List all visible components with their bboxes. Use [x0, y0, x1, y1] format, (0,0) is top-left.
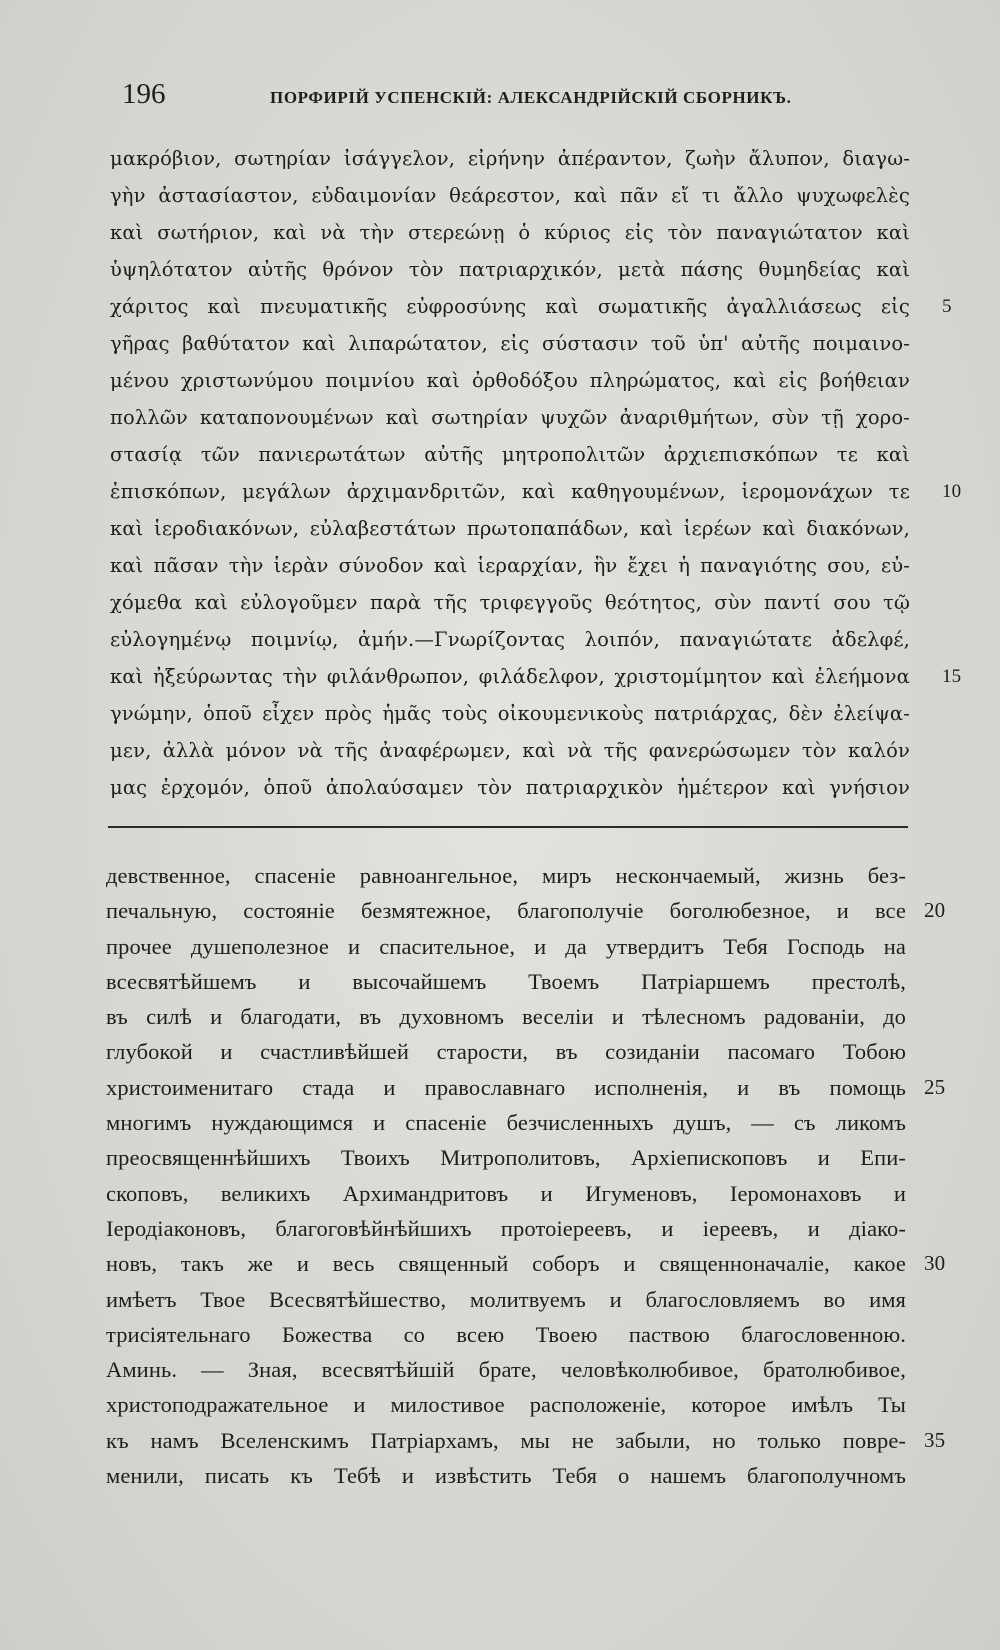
russian-text-line — [106, 964, 936, 999]
line-number: 35 — [924, 1427, 946, 1452]
russian-text-line-text: къ намъ Вселенскимъ Патріархамъ, мы не забыли, но только повре- — [106, 1427, 906, 1453]
page-header — [0, 78, 1000, 118]
greek-text-line — [110, 214, 930, 251]
greek-text-line-text: γῆρας βαθύτατον καὶ λιπαρώτατον, εἰς σύστασιν τοῦ ὑπ' αὐτῆς ποιμαινο- — [110, 332, 910, 355]
greek-text-line — [110, 251, 930, 288]
russian-text-line — [106, 999, 936, 1034]
russian-text-line-text: менили, писать къ Тебѣ и извѣстить Тебя о нашемъ благополучномъ — [106, 1463, 906, 1489]
greek-text-line-text: καὶ ἠξεύρωντας τὴν φιλάνθρωπον, φιλάδελφον, χριστομίμητον καὶ ἐλεήμονα — [110, 665, 910, 688]
greek-text-line — [110, 547, 930, 584]
russian-text-line-text: Іеродіаконовъ, благоговѣйнѣйшихъ протоіереевъ, и іереевъ, и діако- — [106, 1215, 906, 1241]
russian-text-line-text: прочее душеполезное и спасительное, и да утвердитъ Тебя Господь на — [106, 933, 906, 959]
greek-text-line-text: χάριτος καὶ πνευματικῆς εὐφροσύνης καὶ σωματικῆς ἀγαλλιάσεως εἰς — [110, 295, 910, 318]
russian-text-line — [106, 1282, 936, 1317]
russian-text-line-text: глубокой и счастливѣйшей старости, въ созиданіи пасомаго Тобою — [106, 1039, 906, 1065]
greek-text-line — [110, 325, 930, 362]
russian-text-line-text: христоименитаго стада и православнаго исполненія, и въ помощь — [106, 1074, 906, 1100]
line-number: 30 — [924, 1251, 946, 1276]
greek-text-line — [110, 473, 962, 510]
russian-text-line — [106, 1458, 936, 1493]
greek-text-line-text: χόμεθα καὶ εὐλογοῦμεν παρὰ τῆς τριφεγγοῦς θεότητος, σὺν παντί σου τῷ — [110, 591, 910, 614]
russian-text-line — [106, 893, 946, 928]
russian-text-line-text: Аминь. — Зная, всесвятѣйшій брате, человѣколюбивое, братолюбивое, — [106, 1357, 906, 1383]
greek-text-line — [110, 140, 930, 177]
russian-text-line-text: всесвятѣйшемъ и высочайшемъ Твоемъ Патріаршемъ престолѣ, — [106, 968, 906, 994]
russian-text-line — [106, 1352, 936, 1387]
greek-text-line — [110, 584, 930, 621]
greek-text-line-text: καὶ ἱεροδιακόνων, εὐλαβεστάτων πρωτοπαπάδων, καὶ ἱερέων καὶ διακόνων, — [110, 517, 910, 540]
page-number: 196 — [122, 78, 166, 110]
russian-text-line-text: скоповъ, великихъ Архимандритовъ и Игуменовъ, Іеромонаховъ и — [106, 1180, 906, 1206]
russian-text-line — [106, 1246, 946, 1281]
line-number: 25 — [924, 1074, 946, 1099]
russian-text-line-text: печальную, состояніе безмятежное, благополучіе боголюбезное, и все — [106, 898, 906, 924]
greek-text-line — [110, 436, 930, 473]
greek-text-block — [110, 140, 962, 806]
russian-text-line-text: новъ, такъ же и весь священный соборъ и священноначаліе, какое — [106, 1251, 906, 1277]
greek-text-line-text: γὴν ἀστασίαστον, εὐδαιμονίαν θεάρεστον, καὶ πᾶν εἴ τι ἄλλο ψυχωφελὲς — [110, 184, 910, 207]
greek-text-line — [110, 621, 930, 658]
russian-text-line — [106, 929, 936, 964]
greek-text-line — [110, 177, 930, 214]
greek-text-line-text: εὐλογημένῳ ποιμνίῳ, ἀμήν.—Γνωρίζοντας λοιπόν, παναγιώτατε ἀδελφέ, — [110, 628, 910, 651]
greek-text-line — [110, 362, 930, 399]
greek-text-line-text: μας ἐρχομόν, ὁποῦ ἀπολαύσαμεν τὸν πατριαρχικὸν ἡμέτερον καὶ γνήσιον — [110, 776, 910, 799]
greek-text-line — [110, 288, 952, 325]
greek-text-line — [110, 695, 930, 732]
russian-text-line — [106, 1140, 936, 1175]
russian-text-line-text: преосвященнѣйшихъ Твоихъ Митрополитовъ, Архіепископовъ и Епи- — [106, 1145, 906, 1171]
line-number: 5 — [942, 296, 952, 317]
greek-text-line-text: μακρόβιον, σωτηρίαν ἰσάγγελον, εἰρήνην ἀπέραντον, ζωὴν ἄλυπον, διαγω- — [110, 147, 910, 170]
separator-rule — [108, 826, 908, 828]
greek-text-line-text: μένου χριστωνύμου ποιμνίου καὶ ὀρθοδόξου πληρώματος, καὶ εἰς βοήθειαν — [110, 369, 910, 392]
russian-text-line — [106, 1176, 936, 1211]
russian-text-line — [106, 1105, 936, 1140]
greek-text-line-text: πολλῶν καταπονουμένων καὶ σωτηρίαν ψυχῶν ἀναριθμήτων, σὺν τῇ χορο- — [110, 406, 910, 429]
greek-text-line-text: ὑψηλότατον αὐτῆς θρόνον τὸν πατριαρχικόν, μετὰ πάσης θυμηδείας καὶ — [110, 258, 910, 281]
running-head: ПОРФИРІЙ УСПЕНСКІЙ: АЛЕКСАНДРІЙСКІЙ СБОРНИКЪ. — [270, 88, 792, 107]
russian-text-line — [106, 858, 936, 893]
russian-text-line — [106, 1211, 936, 1246]
russian-text-line-text: девственное, спасеніе равноангельное, миръ нескончаемый, жизнь без- — [106, 863, 906, 888]
russian-text-line — [106, 1317, 936, 1352]
greek-text-line — [110, 658, 962, 695]
greek-text-line-text: καὶ σωτήριον, καὶ νὰ τὴν στερεώνῃ ὁ κύριος εἰς τὸν παναγιώτατον καὶ — [110, 221, 910, 244]
russian-text-line-text: въ силѣ и благодати, въ духовномъ веселіи и тѣлесномъ радованіи, до — [106, 1004, 906, 1030]
russian-text-line — [106, 1070, 946, 1105]
russian-text-line — [106, 1423, 946, 1458]
greek-text-line-text: στασίᾳ τῶν πανιερωτάτων αὐτῆς μητροπολιτῶν ἀρχιεπισκόπων τε καὶ — [110, 443, 910, 466]
russian-text-line-text: трисіятельнаго Божества со всею Твоею паствою благословенною. — [106, 1321, 906, 1347]
greek-text-line — [110, 769, 930, 806]
greek-text-line-text: μεν, ἀλλὰ μόνον νὰ τῆς ἀναφέρωμεν, καὶ νὰ τῆς φανερώσωμεν τὸν καλόν — [110, 739, 910, 762]
russian-text-line-text: многимъ нуждающимся и спасеніе безчисленныхъ душъ, — съ ликомъ — [106, 1110, 906, 1136]
greek-text-line-text: ἐπισκόπων, μεγάλων ἀρχιμανδριτῶν, καὶ καθηγουμένων, ἱερομονάχων τε — [110, 480, 910, 503]
line-number: 20 — [924, 898, 946, 923]
greek-text-line — [110, 510, 930, 547]
russian-text-line-text: имѣетъ Твое Всесвятѣйшество, молитвуемъ и благословляемъ во имя — [106, 1286, 906, 1312]
russian-translation-block — [106, 858, 946, 1493]
russian-text-line-text: христоподражательное и милостивое расположеніе, которое имѣлъ Ты — [106, 1392, 906, 1418]
greek-text-line — [110, 399, 930, 436]
line-number: 10 — [942, 481, 962, 502]
greek-text-line — [110, 732, 930, 769]
greek-text-line-text: γνώμην, ὁποῦ εἶχεν πρὸς ἡμᾶς τοὺς οἰκουμενικοὺς πατριάρχας, δὲν ἐλείψα- — [110, 702, 910, 725]
russian-text-line — [106, 1034, 936, 1069]
line-number: 15 — [942, 666, 962, 687]
greek-text-line-text: καὶ πᾶσαν τὴν ἱερὰν σύνοδον καὶ ἱεραρχίαν, ἣν ἔχει ἡ παναγιότης σου, εὐ- — [110, 554, 910, 577]
russian-text-line — [106, 1387, 936, 1422]
